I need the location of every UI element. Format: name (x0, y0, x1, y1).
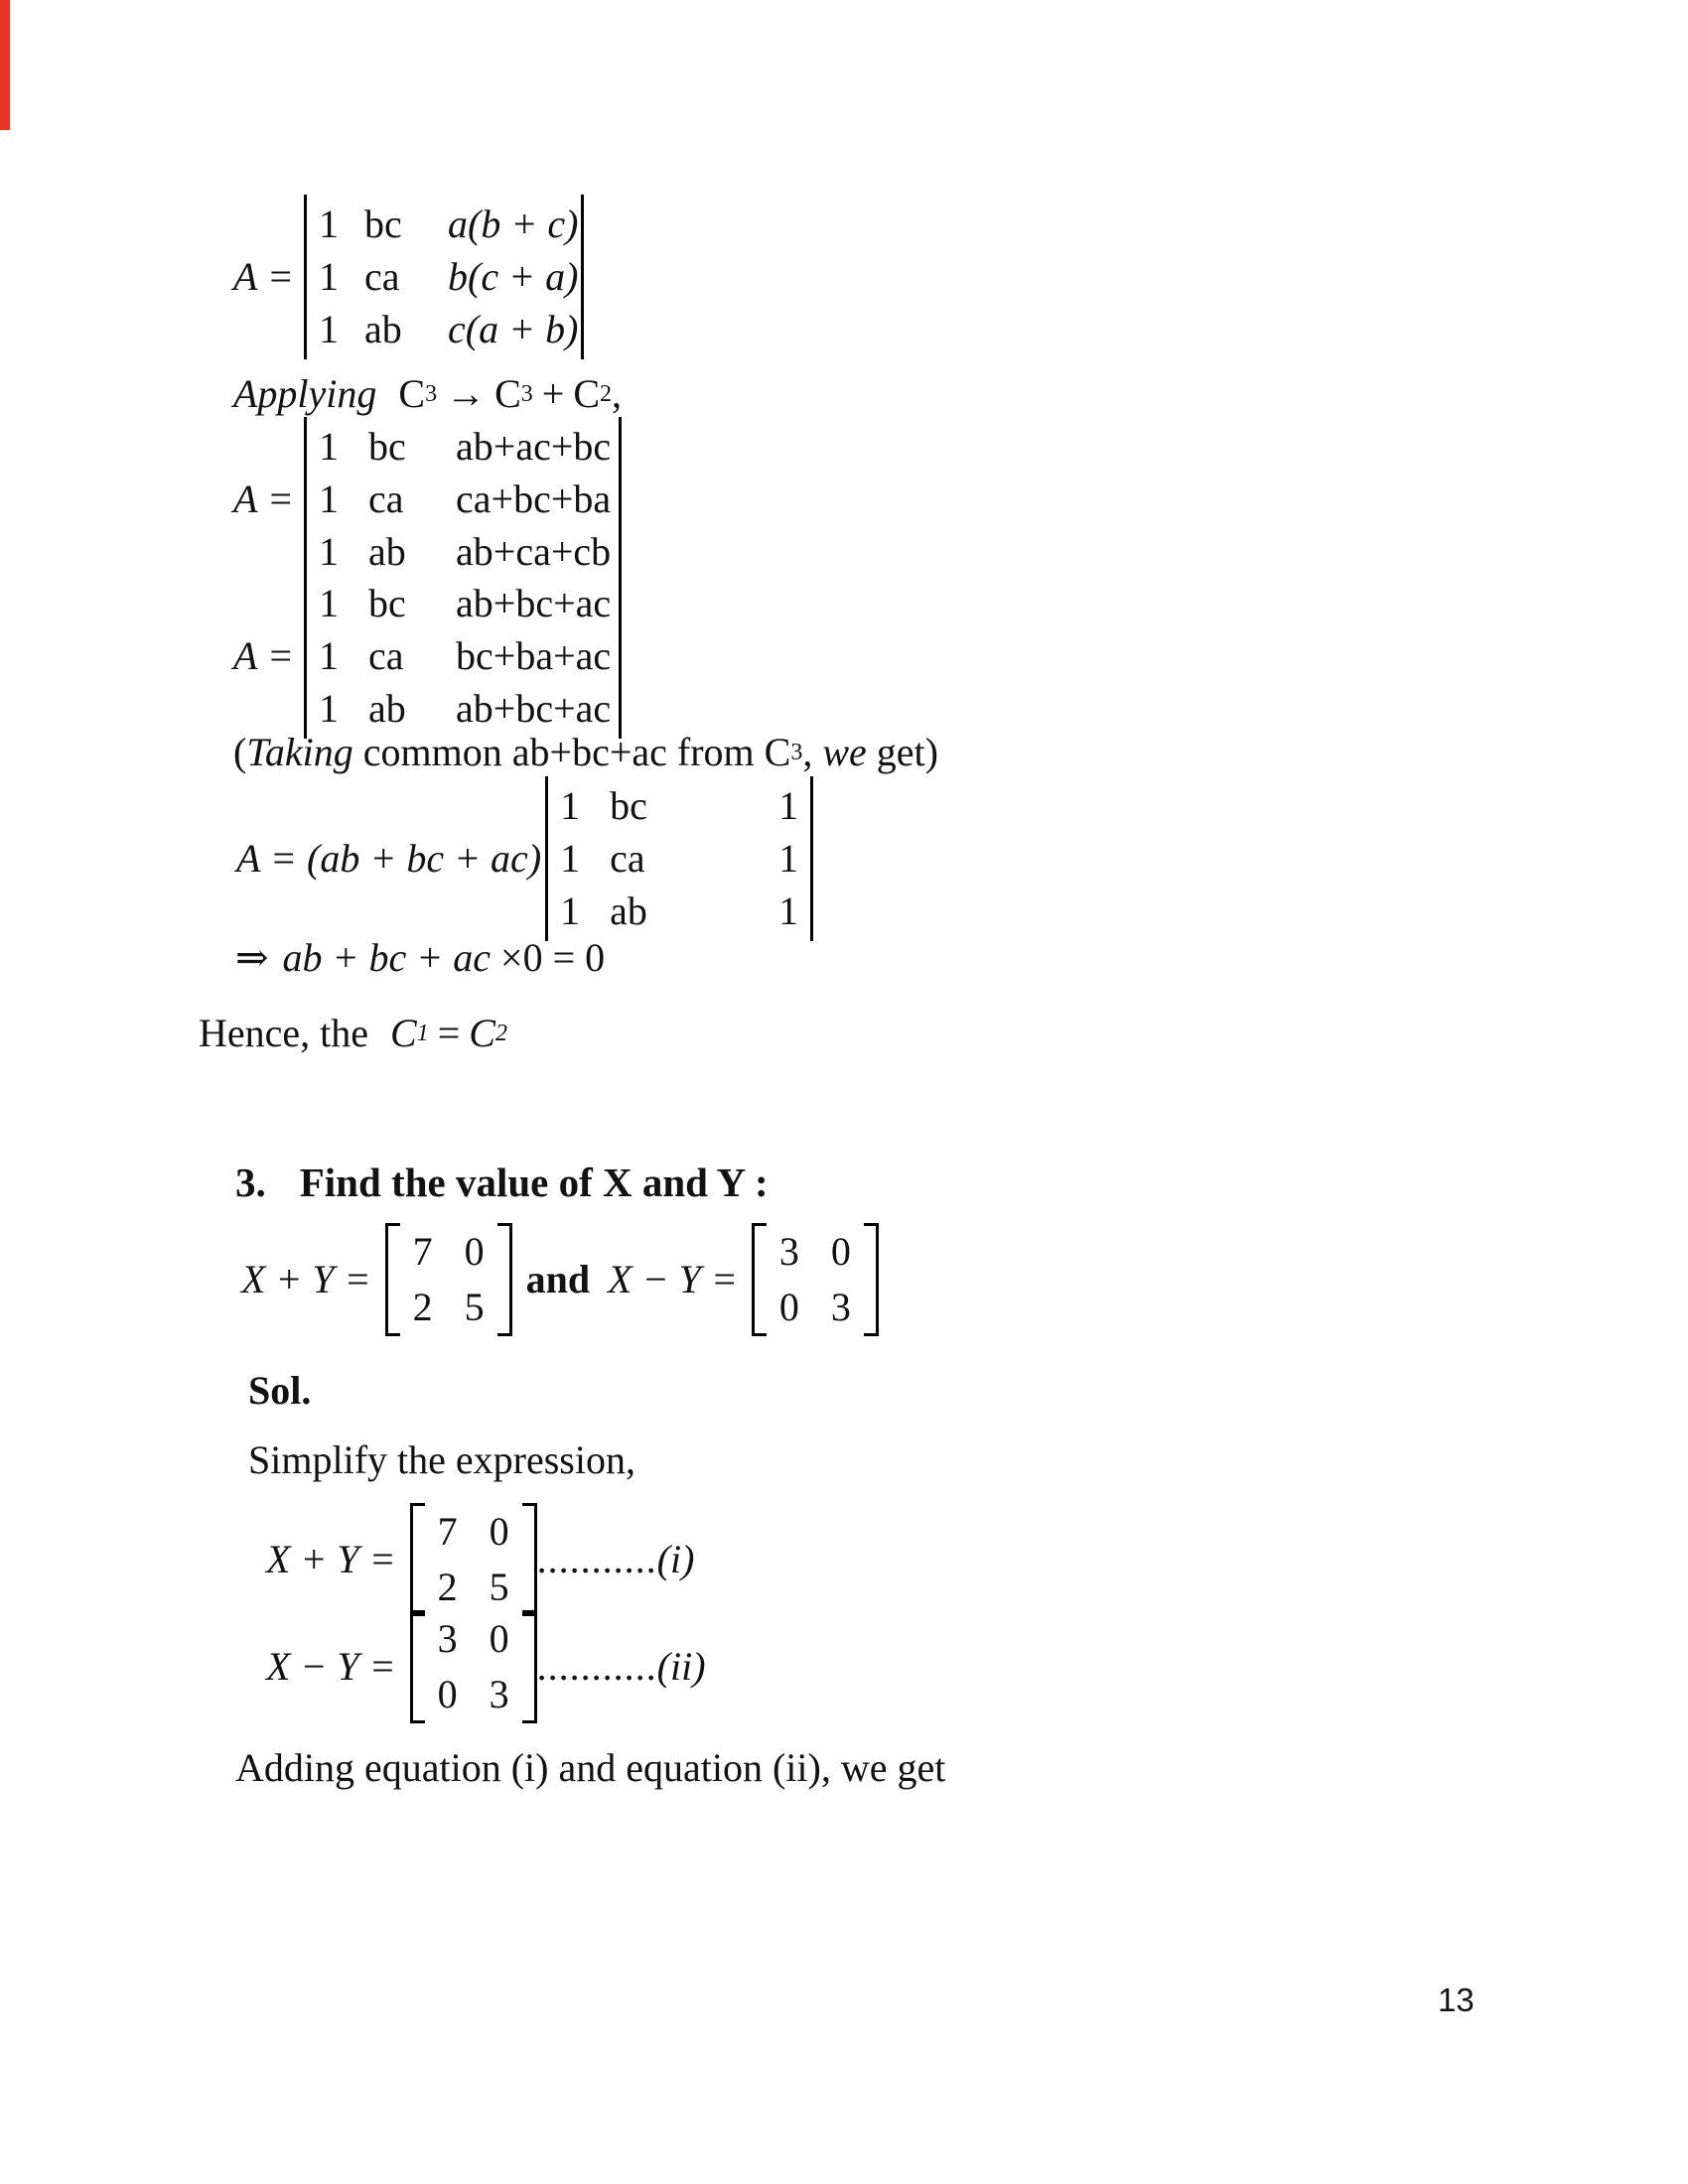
det-cell: ab+ac+bc (456, 424, 612, 469)
sol-text: Sol. (248, 1368, 312, 1413)
right-bracket (522, 1503, 537, 1616)
det-cell: 1 (319, 202, 339, 246)
matrix-body (767, 1223, 864, 1336)
determinant-equation-2 (233, 417, 622, 582)
matrix-x-plus-y (385, 1223, 512, 1336)
left-bracket (752, 1223, 767, 1336)
page-number-text: 13 (1438, 1981, 1475, 2018)
det-cell: ab (368, 686, 406, 731)
matrix-cell: 7 (437, 1509, 458, 1554)
det-cell: ca (368, 477, 404, 521)
matrix-cell: 5 (464, 1285, 485, 1329)
det-cell: ab (368, 529, 406, 574)
matrix-x-minus-y (752, 1223, 879, 1336)
equation-i-line (266, 1503, 694, 1616)
matrix-cell: 3 (830, 1285, 851, 1329)
left-bracket (385, 1223, 400, 1336)
det-cell: ca (610, 836, 645, 881)
left-bracket (410, 1503, 425, 1616)
det-cell: 1 (560, 783, 581, 828)
taking-tail-text: get) (866, 730, 938, 774)
matrix-eq-ii (410, 1610, 537, 1723)
x-plus-y-lhs: X + Y = (266, 1537, 396, 1581)
matrix-cell: 0 (437, 1672, 458, 1716)
det-cell: ca+bc+ba (456, 477, 612, 521)
det-cell: 1 (560, 888, 581, 933)
det-cell: 1 (560, 836, 581, 881)
det-cell: 1 (319, 581, 339, 625)
dotted-leader: ........... (536, 1644, 657, 1689)
det-cell: 1 (319, 633, 339, 678)
taking-word: Taking (246, 730, 353, 774)
question-title: Find the value of X and Y : (299, 1160, 769, 1205)
matrix-cell: 5 (489, 1565, 509, 1609)
determinant-equation-4 (236, 776, 813, 941)
matrix-cell: 2 (437, 1565, 458, 1609)
comma: , (612, 371, 623, 416)
left-bracket (410, 1610, 425, 1723)
adding-text: Adding equation (i) and equation (ii), we get (235, 1745, 946, 1790)
determinant-2 (304, 417, 622, 582)
equals-sign: = (269, 477, 292, 521)
matrix-body (425, 1610, 522, 1723)
col-symbol: C (494, 371, 521, 416)
and-word: and (525, 1257, 591, 1301)
lhs-A: A (233, 254, 258, 299)
implies-line (235, 935, 605, 981)
matrix-cell: 3 (778, 1229, 799, 1274)
common-factor: (ab + bc + ac) (307, 836, 542, 881)
simplify-text: Simplify the expression, (248, 1437, 635, 1482)
det-cell: 1 (319, 686, 339, 731)
simplify-line (248, 1437, 635, 1483)
det-cell: bc (368, 581, 406, 625)
determinant-equation-1 (233, 195, 584, 359)
question-3-heading (235, 1160, 769, 1206)
det-cell: 1 (319, 529, 339, 574)
open-paren: ( (233, 730, 247, 774)
we-word: we (822, 730, 867, 774)
matrix-cell: 0 (464, 1229, 485, 1274)
col-symbol: C (764, 730, 791, 774)
red-margin-mark (0, 0, 10, 130)
det-cell: bc (368, 424, 406, 469)
x-minus-y-lhs: X − Y = (266, 1644, 396, 1689)
det-cell: ca (368, 633, 404, 678)
det-cell: ca (364, 254, 400, 299)
matrix-cell: 2 (412, 1285, 433, 1329)
det-cell: c(a + b) (448, 307, 579, 351)
det-cell: 1 (778, 783, 799, 828)
determinant-4 (545, 776, 813, 941)
comma: , (802, 730, 823, 774)
matrix-cell: 0 (489, 1509, 509, 1554)
lhs-A: A (236, 836, 261, 881)
question-number: 3. (235, 1160, 266, 1205)
hence-text: Hence, the (199, 1011, 379, 1055)
x-plus-y-lhs: X + Y = (241, 1257, 371, 1301)
taking-common-line: ( Taking common ab+bc+ac from C 3 , we get) (233, 730, 938, 774)
determinant-1 (304, 195, 584, 359)
det-cell: 1 (319, 477, 339, 521)
equation-ii-line (266, 1610, 706, 1723)
equals-sign: = (269, 254, 292, 299)
det-cell: ab+ca+cb (456, 529, 612, 574)
det-cell: ab+bc+ac (456, 686, 612, 731)
implies-tail: ×0 = 0 (500, 935, 606, 980)
lhs-A: A (233, 477, 258, 521)
det-cell: 1 (778, 888, 799, 933)
equals-sign: = (269, 633, 292, 678)
given-matrices-line (241, 1223, 879, 1336)
det-cell: ab (610, 888, 647, 933)
right-bracket (864, 1223, 879, 1336)
dotted-leader: ........... (536, 1537, 657, 1581)
det-cell: bc+ba+ac (456, 633, 612, 678)
matrix-cell: 3 (437, 1616, 458, 1661)
col-symbol: C (573, 371, 601, 416)
det-cell: ab+bc+ac (456, 581, 612, 625)
applying-operation-line: Applying C 3 → C 3 + C 2 , (233, 371, 623, 416)
matrix-cell: 0 (778, 1285, 799, 1329)
equals-sign: = (437, 1011, 461, 1055)
taking-mid-text: common ab+bc+ac from (352, 730, 765, 774)
det-cell: 1 (319, 254, 339, 299)
det-cell: b(c + a) (448, 254, 579, 299)
det-cell: ab (364, 307, 402, 351)
right-bracket (497, 1223, 512, 1336)
adding-equations-line (235, 1745, 945, 1791)
determinant-equation-3 (233, 574, 622, 739)
equation-tag-ii: (ii) (656, 1644, 706, 1689)
matrix-body (400, 1223, 497, 1336)
x-minus-y-lhs: X − Y = (608, 1257, 738, 1301)
implies-expression: ab + bc + ac (282, 935, 492, 980)
det-cell: a(b + c) (448, 202, 579, 246)
page-number (1438, 1981, 1475, 2019)
det-cell: 1 (778, 836, 799, 881)
matrix-body (425, 1503, 522, 1616)
matrix-cell: 3 (489, 1672, 509, 1716)
det-cell: 1 (319, 307, 339, 351)
det-cell: 1 (319, 424, 339, 469)
matrix-cell: 7 (412, 1229, 433, 1274)
equals-sign: = (272, 836, 295, 881)
det-cell: bc (364, 202, 402, 246)
plus-sign: + (541, 371, 565, 416)
col-symbol: C (398, 371, 426, 416)
hence-conclusion-line: Hence, the C 1 = C 2 (199, 1011, 507, 1055)
right-bracket (522, 1610, 537, 1723)
lhs-A: A (233, 633, 258, 678)
det-cell: bc (610, 783, 647, 828)
col-symbol: C (469, 1011, 495, 1055)
matrix-cell: 0 (489, 1616, 509, 1661)
solution-label (248, 1368, 311, 1414)
arrow-right: → (446, 371, 487, 416)
col-symbol: C (390, 1011, 417, 1055)
matrix-eq-i (410, 1503, 537, 1616)
equation-tag-i: (i) (656, 1537, 695, 1581)
applying-word: Applying (233, 371, 377, 416)
implies-arrow-icon: ⇒ (235, 935, 269, 980)
determinant-3 (304, 574, 622, 739)
matrix-cell: 0 (830, 1229, 851, 1274)
